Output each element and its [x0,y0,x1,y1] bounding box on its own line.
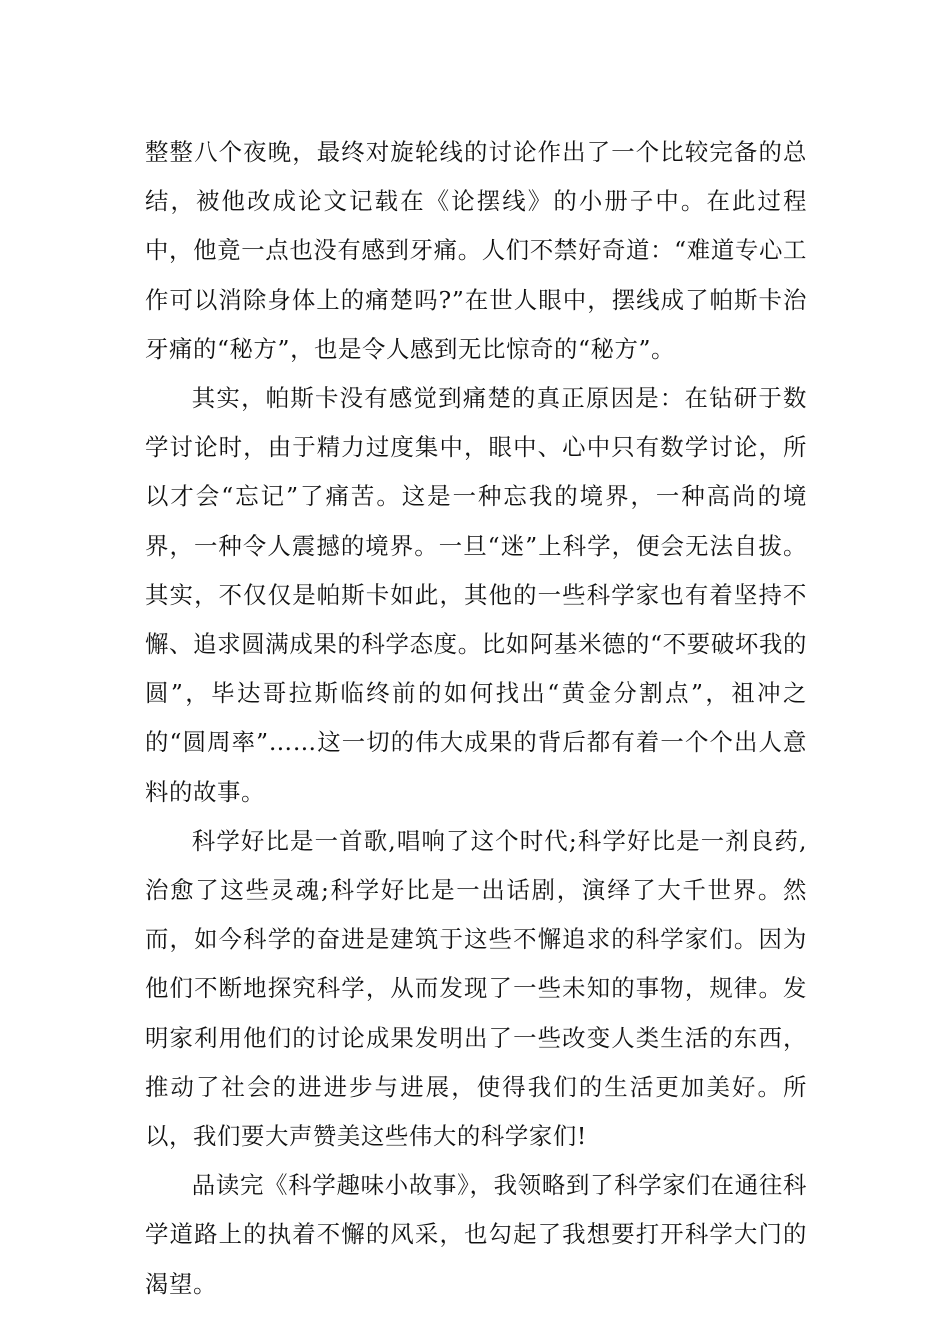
paragraph-science-metaphor: 科学好比是一首歌,唱响了这个时代;科学好比是一剂良药,治愈了这些灵魂;科学好比是一出话剧，演绎了大千世界。然而，如今科学的奋进是建筑于这些不懈追求的科学家们。因为他们不断地探究科学，从而发现了一些未知的事物，规律。发明家利用他们的讨论成果发明出了一些改变人类生活的东西，推动了社会的进进步与进展，使得我们的生活更加美好。所以，我们要大声赞美这些伟大的科学家们! [145,826,807,1151]
document-body [145,128,807,1309]
paragraph-pascal-reason: 其实，帕斯卡没有感觉到痛楚的真正原因是：在钻研于数学讨论时，由于精力过度集中，眼中、心中只有数学讨论，所以才会“忘记”了痛苦。这是一种忘我的境界，一种高尚的境界，一种令人震撼的境界。一旦“迷”上科学，便会无法自拔。其实，不仅仅是帕斯卡如此，其他的一些科学家也有着坚持不懈、追求圆满成果的科学态度。比如阿基米德的“不要破坏我的圆”，毕达哥拉斯临终前的如何找出“黄金分割点”，祖冲之的“圆周率”……这一切的伟大成果的背后都有着一个个出人意料的故事。 [145,384,807,806]
paragraph-continuation: 整整八个夜晚，最终对旋轮线的讨论作出了一个比较完备的总结，被他改成论文记载在《论摆线》的小册子中。在此过程中，他竟一点也没有感到牙痛。人们不禁好奇道：“难道专心工作可以消除身体上的痛楚吗?”在世人眼中，摆线成了帕斯卡治牙痛的“秘方”，也是令人感到无比惊奇的“秘方”。 [145,138,807,363]
paragraph-conclusion: 品读完《科学趣味小故事》，我领略到了科学家们在通往科学道路上的执着不懈的风采，也勾起了我想要打开科学大门的渴望。 [145,1171,807,1298]
